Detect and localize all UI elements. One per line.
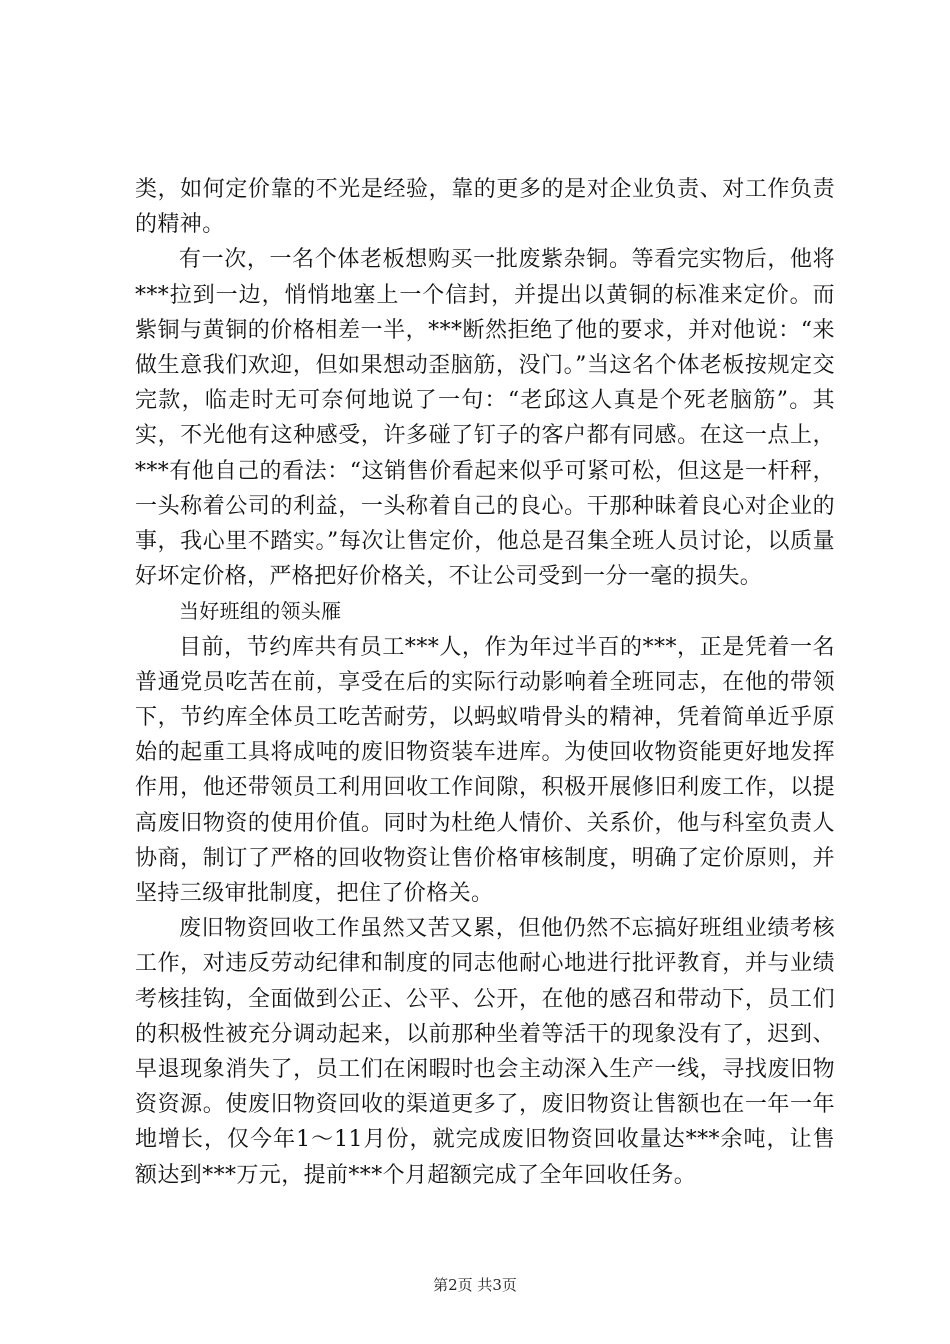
paragraph-refusal-story: 有一次，一名个体老板想购买一批废紫杂铜。等看完实物后，他将***拉到一边，悄悄地塞上一个信封，并提出以黄铜的标准来定价。而紫铜与黄铜的价格相差一半，***断然拒绝了他的要求，并对他说：“来做生意我们欢迎，但如果想动歪脑筋，没门。”当这名个体老板按规定交完款，临走时无可奈何地说了一句：“老邱这人真是个死老脑筋”。其实，不光他有这种感受，许多碰了钉子的客户都有同感。在这一点上，***有他自己的看法：“这销售价看起来似乎可紧可松，但这是一杆秤，一头称着公司的利益，一头称着自己的良心。干那种昧着良心对企业的事，我心里不踏实。”每次让售定价，他总是召集全班人员讨论，以质量好坏定价格，严格把好价格关，不让公司受到一分一毫的损失。 — [135, 247, 835, 590]
document-body — [135, 172, 835, 1193]
paragraph-performance-review: 废旧物资回收工作虽然又苦又累，但他仍然不忘搞好班组业绩考核工作，对违反劳动纪律和制度的同志他耐心地进行批评教育，并与业绩考核挂钩，全面做到公正、公平、公开，在他的感召和带动下，员工们的积极性被充分调动起来，以前那种坐着等活干的现象没有了，迟到、早退现象消失了，员工们在闲暇时也会主动深入生产一线，寻找废旧物资资源。使废旧物资回收的渠道更多了，废旧物资让售额也在一年一年地增长，仅今年1～11月份，就完成废旧物资回收量达***余吨，让售额达到***万元，提前***个月超额完成了全年回收任务。 — [135, 916, 835, 1188]
page-number-footer: 第2页 共3页 — [433, 1276, 517, 1294]
paragraph-team-leadership: 目前，节约库共有员工***人，作为年过半百的***，正是凭着一名普通党员吃苦在前，享受在后的实际行动影响着全班同志，在他的带领下，节约库全体员工吃苦耐劳，以蚂蚁啃骨头的精神，凭着简单近乎原始的起重工具将成吨的废旧物资装车进库。为使回收物资能更好地发挥作用，他还带领员工利用回收工作间隙，积极开展修旧利废工作，以提高废旧物资的使用价值。同时为杜绝人情价、关系价，他与科室负责人协商，制订了严格的回收物资让售价格审核制度，明确了定价原则，并坚持三级审批制度，把住了价格关。 — [135, 634, 835, 907]
paragraph-continuation: 类，如何定价靠的不光是经验，靠的更多的是对企业负责、对工作负责的精神。 — [135, 177, 835, 238]
section-heading: 当好班组的领头雁 — [179, 599, 342, 624]
